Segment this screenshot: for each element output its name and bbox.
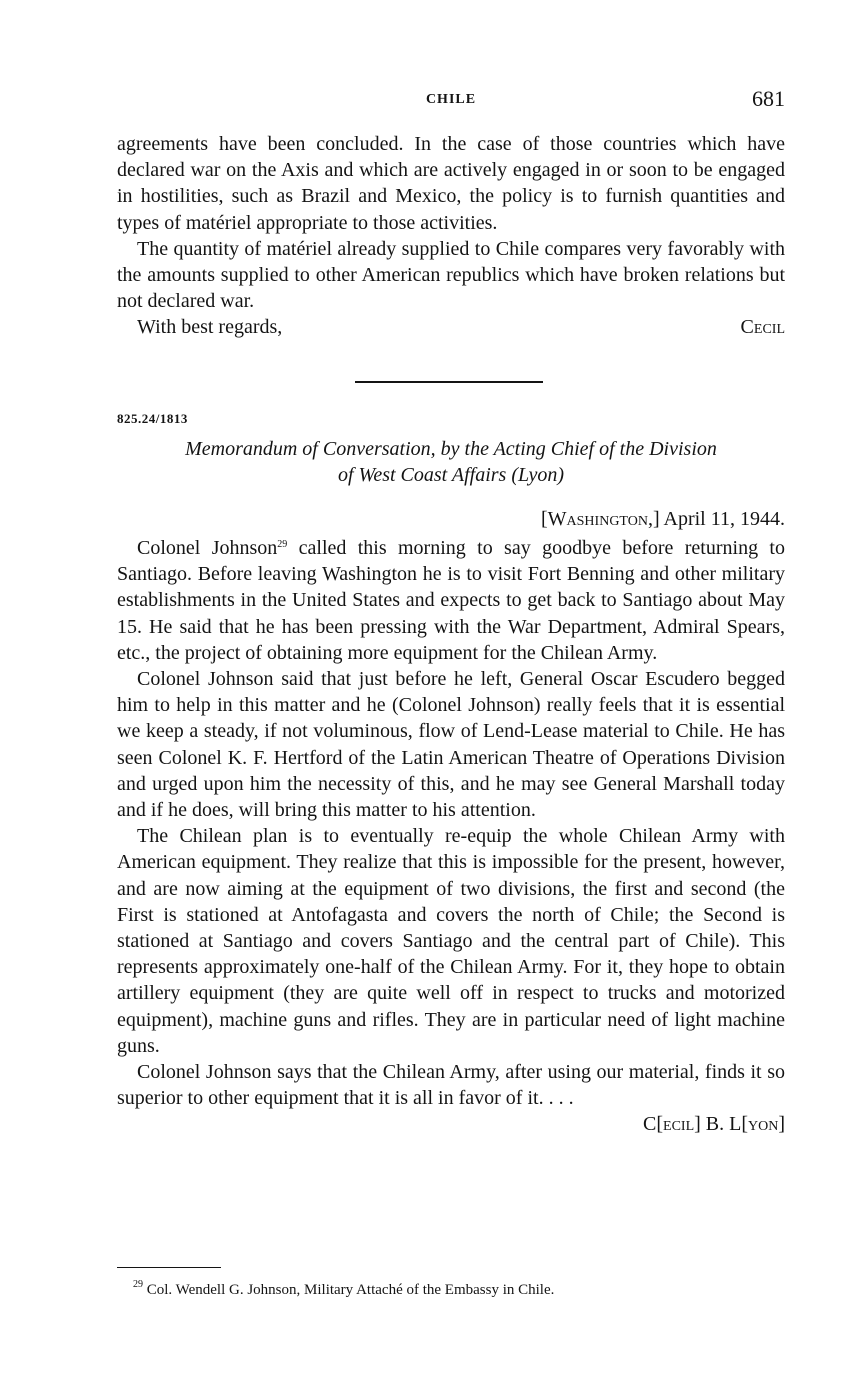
memo-paragraph-3: The Chilean plan is to eventually re-equip the whole Chilean Army with American equipment. They realize that this is impossible for the present, however, and are now aiming at the equipment of two divisions, the first and second (the First is stationed at Antofagasta and covers the north of Chile; the Second is stationed at Santiago and covers Santiago and the central part of Chile). This represents approximately one-half of the Chilean Army. For it, they hope to obtain artillery equipment (they are quite well off in respect to trucks and motorized equipment), machine guns and rifles. They are in particular need of light machine guns.: [117, 825, 785, 1057]
memo-heading: [117, 436, 785, 488]
letter-closing: With best regards,: [137, 316, 283, 339]
footnote-text: Col. Wendell G. Johnson, Military Attaché of the Embassy in Chile.: [146, 1282, 555, 1298]
letter-paragraph-2: The quantity of matériel already supplied to Chile compares very favorably with the amounts supplied to other American republics which have broken relations but not declared war.: [117, 237, 785, 313]
letter-closing-line: [117, 314, 785, 340]
letter-continuation: [117, 131, 785, 340]
section-divider: [355, 381, 543, 383]
dateline-date: April 11, 1944.: [663, 508, 785, 530]
page-number: 681: [752, 86, 785, 111]
footnote: [117, 1280, 785, 1300]
letter-paragraph-1: agreements have been concluded. In the case of those countries which have declared war on the Axis and which are actively engaged in or soon to be engaged in hostilities, such as Brazil and Mexico, the policy is to furnish quantities and types of matériel appropriate to those activities.: [117, 133, 785, 234]
memo-paragraph-2: Colonel Johnson said that just before he left, General Oscar Escudero begged him to help in this matter and he (Colonel Johnson) really feels that it is essential we keep a steady, if not voluminous, flow of Lend-Lease material to Chile. He has seen Colonel K. F. Hertford of the Latin American Theatre of Operations Division and urged upon him the necessity of this, and he may see General Marshall today and if he does, will bring this matter to his attention.: [117, 668, 785, 822]
memo-paragraph-1: [117, 535, 785, 666]
footnote-ref: 29: [277, 539, 288, 550]
footnote-marker: 29: [133, 1279, 143, 1290]
footnote-divider: [117, 1267, 221, 1268]
memo-doc-ref: 825.24/1813: [117, 411, 188, 426]
memo-paragraph-4: Colonel Johnson says that the Chilean Army, after using our material, finds it so superior to other equipment that it is all in favor of it. . . .: [117, 1061, 785, 1110]
memo-doc-ref-block: [117, 411, 785, 427]
memo-heading-line-2: of West Coast Affairs (Lyon): [337, 464, 565, 486]
dateline-place: [Washington,]: [541, 508, 660, 530]
memo-dateline: [117, 506, 785, 532]
memo-signature: C[ecil] B. L[yon]: [643, 1113, 785, 1136]
running-head-title: CHILE: [425, 92, 477, 107]
memo-paragraph-1-rest: called this morning to say goodbye before returning to Santiago. Before leaving Washington he is to visit Fort Benning and other military establishments in the United States and expects to get back to Santiago about May 15. He said that he has been pressing with the War Department, Admiral Spears, etc., the project of obtaining more equipment for the Chilean Army.: [117, 537, 785, 664]
letter-signature: Cecil: [740, 316, 785, 339]
memo-body: [117, 535, 785, 1137]
memo-heading-line-1: Memorandum of Conversation, by the Acting Chief of the Division: [185, 438, 717, 460]
memo-paragraph-1-start: Colonel Johnson: [137, 537, 278, 559]
running-head: [117, 86, 785, 116]
